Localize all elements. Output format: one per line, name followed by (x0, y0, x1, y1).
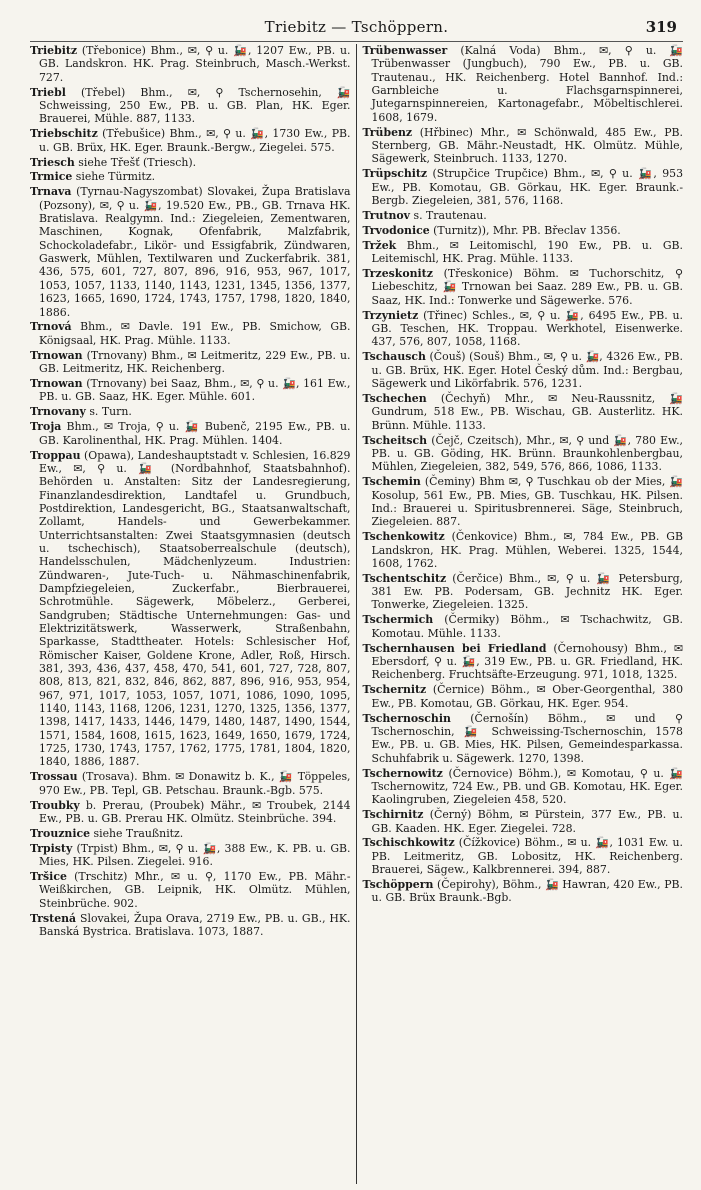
entry-text: (Čeminy) Bhm ✉, ⚲ Tuschkau ob der Mies, 🚂 Kosolup, 561 Ew., PB. Mies, GB. Tuschkau, HK. Pilsen. Ind.: Brauerei u. Spiritusbrennerei. Säge, Steinbruch, Ziegeleien. 887. (371, 475, 683, 529)
entry-text: (Třebel) Bhm., ✉, ⚲ Tschernosehin, 🚂 Schweissing, 250 Ew., PB. u. GB. Plan, HK. Eger. Brauerei, Mühle. 887, 1133. (39, 85, 351, 126)
entry-text: (Čejč, Czeitsch), Mhr., ✉, ⚲ und 🚂, 780 Ew., PB. u. GB. Göding, HK. Brünn. Braunkohlenbergbau, Mühlen, Ziegeleien, 382, 549, 576, 866, 1086, 1133. (371, 433, 683, 474)
entry-text: (Čenkovice) Bhm., ✉, 784 Ew., PB. GB Landskron, HK. Prag. Mühlen, Weberei. 1325, 1544, 1608, 1762. (371, 530, 683, 570)
directory-entry (363, 267, 684, 307)
directory-entry (363, 836, 684, 876)
directory-entry (363, 683, 684, 710)
entry-text: (Čouš) (Souš) Bhm., ✉, ⚲ u. 🚂, 4326 Ew., PB. u. GB. Brüx, HK. Eger. Hotel Český dům. Ind.: Bergbau, Sägewerk und Likörfabrik. 576, 1231. (371, 350, 683, 390)
entry-headword: Tschernitz (362, 683, 427, 697)
entry-headword: Trnová (30, 320, 72, 334)
directory-entry (363, 434, 684, 474)
entry-headword: Troja (30, 420, 62, 434)
entry-text: (Třebonice) Bhm., ✉, ⚲ u. 🚂, 1207 Ew., PB. u. GB. Landskron. HK. Prag. Steinbruch, Masch.-Werkst. 727. (39, 44, 351, 84)
directory-entry (363, 350, 684, 390)
directory-entry (30, 170, 351, 183)
entry-text: (Čížkovice) Böhm., ✉ u. 🚂, 1031 Ew. u. PB. Leitmeritz, GB. Lobositz, HK. Reichenberg. Brauerei, Sägew., Kalkbrennerei. 394, 887. (371, 836, 683, 877)
directory-entry (30, 405, 351, 418)
entry-text: Bhm., ✉ Davle. 191 Ew., PB. Smichow, GB. Königsaal, HK. Prag. Mühle. 1133. (39, 320, 351, 347)
directory-entry (30, 44, 351, 84)
entry-headword: Tschentschitz (362, 571, 447, 585)
entry-headword: Tschechen (362, 391, 427, 405)
entry-text: (Tyrnau-Nagyszombat) Slovakei, Župa Bratislava (Pozsony), ✉, ⚲ u. 🚂, 19.520 Ew., PB., GB. Trnava HK. Bratislava. Realgymn. Ind.: Ziegeleien, Zementwaren, Maschinen, Kognak, Ofenfabrik, Malzfabrik, Schockoladefabr., Likör- und Essigfabrik, Zündwaren, Gaswerk, Mühlen, Textilwaren und Zuckerfabrik. 381, 436, 575, 601, 727, 807, 896, 916, 953, 967, 1017, 1053, 1057, 1133, 1140, 1143, 1231, 1345, 1356, 1377, 1623, 1665, 1690, 1724, 1743, 1757, 1798, 1820, 1840, 1886. (39, 185, 351, 319)
columns (30, 44, 683, 1184)
entry-headword: Tschischkowitz (362, 836, 455, 850)
entry-text: (Čepirohy), Böhm., 🚂 Hawran, 420 Ew., PB. u. GB. Brüx Braunk.-Bgb. (371, 878, 683, 905)
directory-entry (363, 767, 684, 807)
directory-entry (30, 870, 351, 910)
entry-text: (Trnovany) bei Saaz, Bhm., ✉, ⚲ u. 🚂, 161 Ew., PB. u. GB. Saaz, HK. Eger. Mühle. 601. (39, 377, 351, 404)
page-header (30, 14, 683, 44)
entry-text: (Třinec) Schles., ✉, ⚲ u. 🚂, 6495 Ew., PB. u. GB. Teschen, HK. Troppau. Werkhotel, Eisenwerke. 437, 576, 807, 1058, 1168. (371, 308, 683, 349)
page-title: Triebitz — Tschöppern. (264, 18, 449, 36)
entry-headword: Tschöppern (362, 878, 434, 892)
directory-entry (363, 309, 684, 349)
entry-headword: Trpisty (30, 841, 73, 855)
entry-text: (Kalná Voda) Bhm., ✉, ⚲ u. 🚂 Trübenwasser (Jungbuch), 790 Ew., PB. u. GB. Trautenau., HK. Reichenberg. Hotel Bannhof. Ind.: Garnbleiche u. Flachsgarnspinnerei, Jutegarnspinnereien, Kartonagefabr., Möbeltischlerei. 1608, 1679. (371, 44, 683, 124)
entry-text: (Třeskonice) Böhm. ✉ Tuchorschitz, ⚲ Liebeschitz, 🚂 Trnowan bei Saaz. 289 Ew., PB. u. GB. Saaz, HK. Ind.: Tonwerke und Sägewerke. 576. (371, 267, 683, 307)
directory-entry (363, 642, 684, 682)
entry-headword: Tschernhausen bei Friedland (362, 641, 547, 655)
directory-entry (30, 156, 351, 169)
entry-headword: Tršice (30, 870, 67, 884)
entry-headword: Trnowan (30, 348, 83, 362)
entry-headword: Trzeskonitz (362, 267, 433, 281)
entry-headword: Trutnov (362, 208, 411, 222)
entry-text: (Čerčice) Bhm., ✉, ⚲ u. 🚂 Petersburg, 381 Ew. PB. Podersam, GB. Jechnitz HK. Eger. Tonwerke, Ziegeleien. 1325. (371, 571, 683, 612)
directory-entry (363, 224, 684, 237)
entry-headword: Trübenwasser (362, 44, 448, 57)
header-rule (30, 41, 683, 42)
entry-headword: Tschermich (362, 613, 434, 627)
entry-headword: Trmice (30, 170, 73, 184)
directory-entry (30, 127, 351, 154)
directory-entry (30, 86, 351, 126)
directory-entry (30, 320, 351, 347)
entry-headword: Tschenkowitz (362, 530, 445, 544)
entry-text: (Čermiky) Böhm., ✉ Tschachwitz, GB. Komotau. Mühle. 1133. (371, 613, 683, 640)
entry-headword: Tschernoschin (362, 711, 451, 725)
entry-text: (Hřbinec) Mhr., ✉ Schönwald, 485 Ew., PB. Sternberg, GB. Mähr.-Neustadt, HK. Olmütz. Mühle, Sägewerk, Steinbruch. 1133, 1270. (371, 125, 683, 166)
directory-entry (30, 420, 351, 447)
entry-text: (Černovice) Böhm.), ✉ Komotau, ⚲ u. 🚂 Tschernowitz, 724 Ew., PB. und GB. Komotau, HK. Eger. Kaolingruben, Ziegeleien 458, 520. (371, 766, 683, 807)
entry-headword: Trstená (30, 911, 77, 925)
directory-entry (363, 572, 684, 612)
entry-text: Bhm., ✉ Leitomischl, 190 Ew., PB. u. GB. Leitemischl, HK. Prag. Mühle. 1133. (371, 238, 683, 266)
directory-entry (30, 349, 351, 376)
entry-text: (Černošín) Böhm., ✉ und ⚲ Tschernoschin, 🚂 Schweissing-Tschernoschin, 1578 Ew., PB. u. GB. Mies, HK. Pilsen, Gemeindesparkassa. Schuhfabrik u. Sägewerk. 1270, 1398. (371, 711, 683, 765)
directory-entry (363, 44, 684, 124)
entry-text: siehe Třešť (Triesch). (74, 155, 197, 169)
entry-text: (Trschitz) Mhr., ✉ u. ⚲, 1170 Ew., PB. Mähr.-Weißkirchen, GB. Leipnik, HK. Olmütz. Mühlen, Steinbrüche. 902. (39, 870, 351, 910)
entry-text: (Černý) Böhm, ✉ Pürstein, 377 Ew., PB. u. GB. Kaaden. HK. Eger. Ziegelei. 728. (371, 808, 683, 835)
directory-entry (363, 808, 684, 835)
entry-text: (Turnitz)), Mhr. PB. Břeclav 1356. (429, 223, 621, 237)
entry-headword: Tschausch (362, 350, 426, 364)
entry-headword: Triebitz (30, 44, 78, 57)
page-number: 319 (645, 18, 677, 36)
directory-entry (30, 799, 351, 826)
directory-entry (363, 126, 684, 166)
entry-headword: Troubky (30, 798, 80, 812)
entry-headword: Tschirnitz (362, 808, 424, 822)
entry-headword: Trnava (30, 185, 72, 199)
directory-entry (363, 209, 684, 222)
entry-headword: Tscheitsch (362, 433, 428, 447)
directory-entry (363, 167, 684, 207)
entry-headword: Tschemin (362, 475, 421, 489)
entry-headword: Troppau (30, 448, 81, 462)
directory-entry (363, 239, 684, 266)
directory-entry (363, 392, 684, 432)
directory-entry (363, 613, 684, 640)
entry-text: siehe Türmitz. (72, 170, 156, 184)
entry-text: siehe Traußnitz. (90, 826, 184, 840)
directory-entry (363, 878, 684, 905)
entry-text: (Trnovany) Bhm., ✉ Leitmeritz, 229 Ew., PB. u. GB. Leitmeritz, HK. Reichenberg. (39, 348, 351, 376)
directory-entry (30, 912, 351, 939)
directory-entry (30, 827, 351, 840)
entry-headword: Trüpschitz (362, 167, 428, 181)
entry-headword: Trvodonice (362, 223, 430, 237)
entry-text: (Černohousy) Bhm., ✉ Ebersdorf, ⚲ u. 🚂, 319 Ew., PB. u. GR. Friedland, HK. Reichenberg. Fruchtsäfte-Erzeugung. 971, 1018, 1325. (371, 641, 683, 682)
entry-text: s. Trautenau. (410, 208, 487, 222)
entry-text: (Čechyň) Mhr., ✉ Neu-Raussnitz, 🚂 Gundrum, 518 Ew., PB. Wischau, GB. Austerlitz. HK. Brünn. Mühle. 1133. (371, 391, 683, 432)
entry-text: Slovakei, Župa Orava, 2719 Ew., PB. u. GB., HK. Banská Bystrica. Bratislava. 1073, 1887. (39, 911, 351, 939)
entry-headword: Triebschitz (30, 127, 98, 141)
entry-text: b. Prerau, (Proubek) Mähr., ✉ Troubek, 2144 Ew., PB. u. GB. Prerau HK. Olmütz. Steinbrüche. 394. (39, 798, 351, 825)
entry-headword: Tržek (362, 238, 397, 252)
entry-headword: Trouznice (30, 826, 91, 840)
entry-headword: Trossau (30, 770, 78, 784)
directory-entry (363, 712, 684, 765)
directory-entry (363, 530, 684, 570)
entry-text: (Trpist) Bhm., ✉, ⚲ u. 🚂, 388 Ew., K. PB. u. GB. Mies, HK. Pilsen. Ziegelei. 916. (39, 841, 351, 869)
entry-headword: Trübenz (362, 125, 413, 139)
entry-text: (Černice) Böhm., ✉ Ober-Georgenthal, 380 Ew., PB. Komotau, GB. Görkau, HK. Eger. 954. (371, 683, 683, 710)
entry-text: s. Turn. (85, 405, 132, 419)
directory-entry (30, 449, 351, 769)
entry-headword: Triebl (30, 85, 66, 99)
right-column (357, 44, 684, 1184)
entry-text: (Strupčice Trupčice) Bhm., ✉, ⚲ u. 🚂, 953 Ew., PB. Komotau, GB. Görkau, HK. Eger. Braunk.-Bergb. Ziegeleien, 381, 576, 1168. (371, 167, 683, 207)
entry-headword: Trzynietz (362, 308, 419, 322)
entry-headword: Tschernowitz (362, 766, 443, 780)
directory-entry (30, 770, 351, 797)
entry-text: (Opawa), Landeshauptstadt v. Schlesien, 16.829 Ew., ✉, ⚲ u. 🚂 (Nordbahnhof, Staatsbahnhof). Behörden u. Anstalten: Sitz der Landesregierung, Finanzlandesdirektion, Landtafel u. Grundbuch, Postdirektion, Landesgericht, BG., Staatsanwaltschaft, Zollamt, Handels- und Gewerbekammer. Unterrichtsanstalten: Zwei Staatsgymnasien (deutsch u. tschechisch), Staatsoberrealschule (deutsch), Handelsschulen, Mädchenlyzeum. Industrien: Zündwaren-, Jute-Tuch- u. Nähmaschinenfabrik, Dampfziegeleien, Zuckerfabr., Bierbrauerei, Schrotmühle. Sägewerk, Möbelerz., Gerberei, Sandgruben; Städtische Unternehmungen: Gas- und Elektrizitätswerk, Wasserwerk, Straßenbahn, Sparkasse, Stadttheater. Hotels: Schlesischer Hof, Römischer Kaiser, Goldene Krone, Adler, Roß, Hirsch. 381, 393, 436, 437, 458, 470, 541, 601, 727, 728, 807, 808, 813, 821, 832, 846, 862, 887, 896, 916, 953, 954, 967, 971, 1017, 1053, 1057, 1071, 1086, 1090, 1095, 1140, 1143, 1168, 1206, 1231, 1270, 1325, 1356, 1377, 1398, 1417, 1433, 1446, 1479, 1480, 1487, 1490, 1544, 1571, 1584, 1608, 1615, 1623, 1649, 1650, 1679, 1724, 1725, 1730, 1743, 1757, 1762, 1775, 1781, 1804, 1820, 1840, 1886, 1887. (39, 448, 351, 769)
entry-headword: Triesch (30, 155, 75, 169)
directory-entry (363, 475, 684, 528)
directory-entry (30, 377, 351, 404)
directory-entry (30, 842, 351, 869)
left-column (30, 44, 357, 1184)
entry-headword: Trnovany (30, 405, 86, 419)
entry-text: Bhm., ✉ Troja, ⚲ u. 🚂 Bubenč, 2195 Ew., PB. u. GB. Karolinenthal, HK. Prag. Mühlen. 1404. (39, 420, 351, 447)
entry-headword: Trnowan (30, 377, 83, 390)
directory-entry (30, 185, 351, 318)
entry-text: (Třebušice) Bhm., ✉, ⚲ u. 🚂, 1730 Ew., PB. u. GB. Brüx, HK. Eger. Braunk.-Bergw., Ziegelei. 575. (39, 127, 351, 154)
entry-text: (Trosava). Bhm. ✉ Donawitz b. K., 🚂 Töppeles, 970 Ew., PB. Tepl, GB. Petschau. Braunk.-Bgb. 575. (39, 770, 351, 797)
